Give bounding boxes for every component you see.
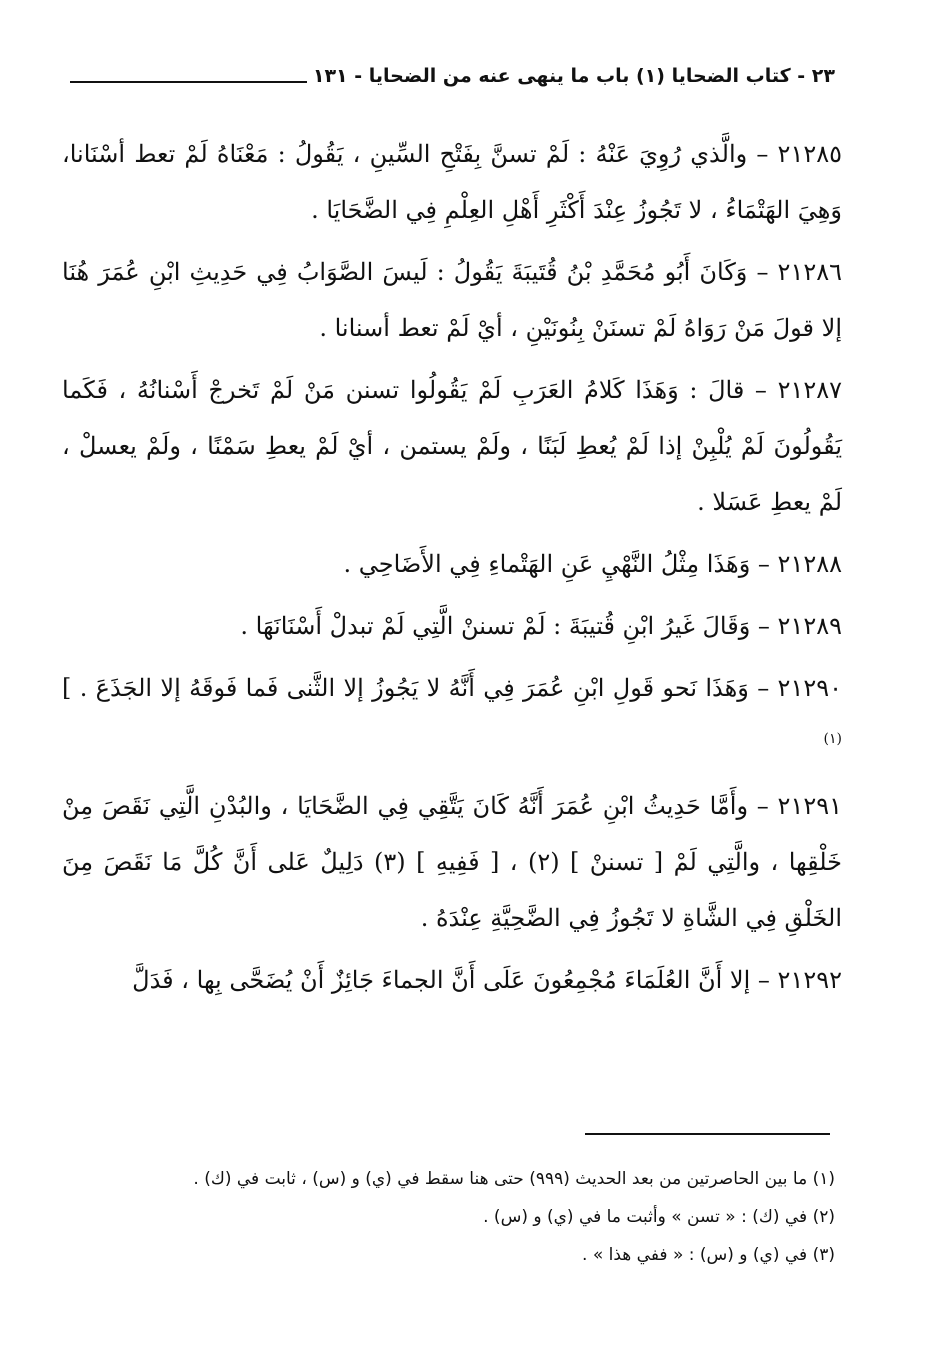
paragraph-text: – قالَ : وَهَذَا كَلامُ العَرَبِ لَمْ يَقُولُوا تسنن مَنْ لَمْ تَخرجْ أَسْنانُهُ ، فَكَما يَقُولُونَ لَمْ يُلْبِنْ إذا لَمْ يُعطِ لَبَنًا ، ولَمْ يستمن ، أيْ لَمْ يعطِ سَمْنًا ، ولَمْ يعسلْ ، لَمْ يعطِ عَسَلا . [62,376,842,516]
footnote-1: (١) ما بين الحاصرتين من بعد الحديث (٩٩٩) حتى هنا سقط في (ي) و (س) ، ثابت في (ك) . [193,1169,835,1189]
main-text [62,126,842,1014]
paragraph-number: ٢١٢٨٧ [777,376,843,404]
paragraph-number: ٢١٢٩٢ [777,966,842,994]
paragraph-21292 [62,952,842,1008]
paragraph-text: – وأَمَّا حَدِيثُ ابْنِ عُمَرَ أَنَّهُ كَانَ يَتَّقِي فِي الضَّحَايَا ، والبُدْنِ الَّتِي نَقَصَ مِنْ خَلْقِها ، والَّتِي لَمْ [ تسننْ ] (٢) ، [ فَفِيهِ ] (٣) دَلِيلٌ عَلى أَنَّ كُلَّ مَا نَقَصَ مِنَ الخَلْقِ فِي الشَّاةِ لا تَجُوزُ فِي الضَّحِيَّةِ عِنْدَهُ . [62,792,842,932]
paragraph-21290 [62,660,842,772]
paragraph-21288 [62,536,842,592]
paragraph-text: – وَكَانَ أَبُو مُحَمَّدِ بْنُ قُتَيبَةَ يَقُولُ : لَيسَ الصَّوَابُ فِي حَدِيثِ ابْنِ عُمَرَ هُنَا إلا قولَ مَنْ رَوَاهُ لَمْ تسنَنْ بِنُونَيْنِ ، أيْ لَمْ تعط أسنانا . [62,258,842,342]
header-rule [70,81,307,83]
paragraph-text: – وَهَذَا نَحو قَولِ ابْنِ عُمَرَ فِي أَنَّهُ لا يَجُوزُ إلا الثَّنى فَما فَوقَهُ إلا الجَذَعَ . ] [62,674,778,702]
paragraph-21285 [62,126,842,238]
page-header [70,58,835,94]
paragraph-number: ٢١٢٨٦ [777,258,842,286]
footnote-ref[interactable]: (١) [823,731,842,747]
paragraph-text: – وَقَالَ غَيرُ ابْنِ قُتيبَةَ : لَمْ تسننْ الَّتِي لَمْ تبدلْ أَسْنَانَهَا . [240,612,778,640]
paragraph-text: – والَّذي رُوِيَ عَنْهُ : لَمْ تسنَّ بِفَتْحِ السِّينِ ، يَقُولُ : مَعْنَاهُ لَمْ تعط أسْنَانا، وَهِيَ الهَتْمَاءُ ، لا تَجُوزُ عِنْدَ أَكْثَرِ أَهْلِ العِلْمِ فِي الضَّحَايَا . [62,140,842,224]
paragraph-number: ٢١٢٨٩ [777,612,842,640]
paragraph-21291 [62,778,842,946]
footnote-2: (٢) في (ك) : « تسن » وأثبت ما في (ي) و (س) . [483,1207,835,1227]
paragraph-number: ٢١٢٩٠ [777,674,842,702]
paragraph-number: ٢١٢٨٥ [777,140,842,168]
paragraph-21289 [62,598,842,654]
paragraph-21286 [62,244,842,356]
paragraph-number: ٢١٢٨٨ [777,550,842,578]
paragraph-number: ٢١٢٩١ [777,792,842,820]
footnote-3: (٣) في (ي) و (س) : « ففي هذا » . [582,1245,835,1265]
running-header-title: ٢٣ - كتاب الضحايا (١) باب ما ينهى عنه من الضحايا - ١٣١ [312,65,835,87]
footnote-separator [585,1133,830,1135]
paragraph-21287 [62,362,842,530]
footnotes [70,1160,835,1274]
paragraph-text: – إلا أَنَّ العُلَمَاءَ مُجْمِعُونَ عَلَى أَنَّ الجماءَ جَائِزٌ أَنْ يُضَحَّى بِها ، فَدَلَّ [132,966,778,994]
paragraph-text: – وَهَذَا مِثْلُ النَّهْيِ عَنِ الهَتْماءِ فِي الأَضَاحِي . [343,550,778,578]
